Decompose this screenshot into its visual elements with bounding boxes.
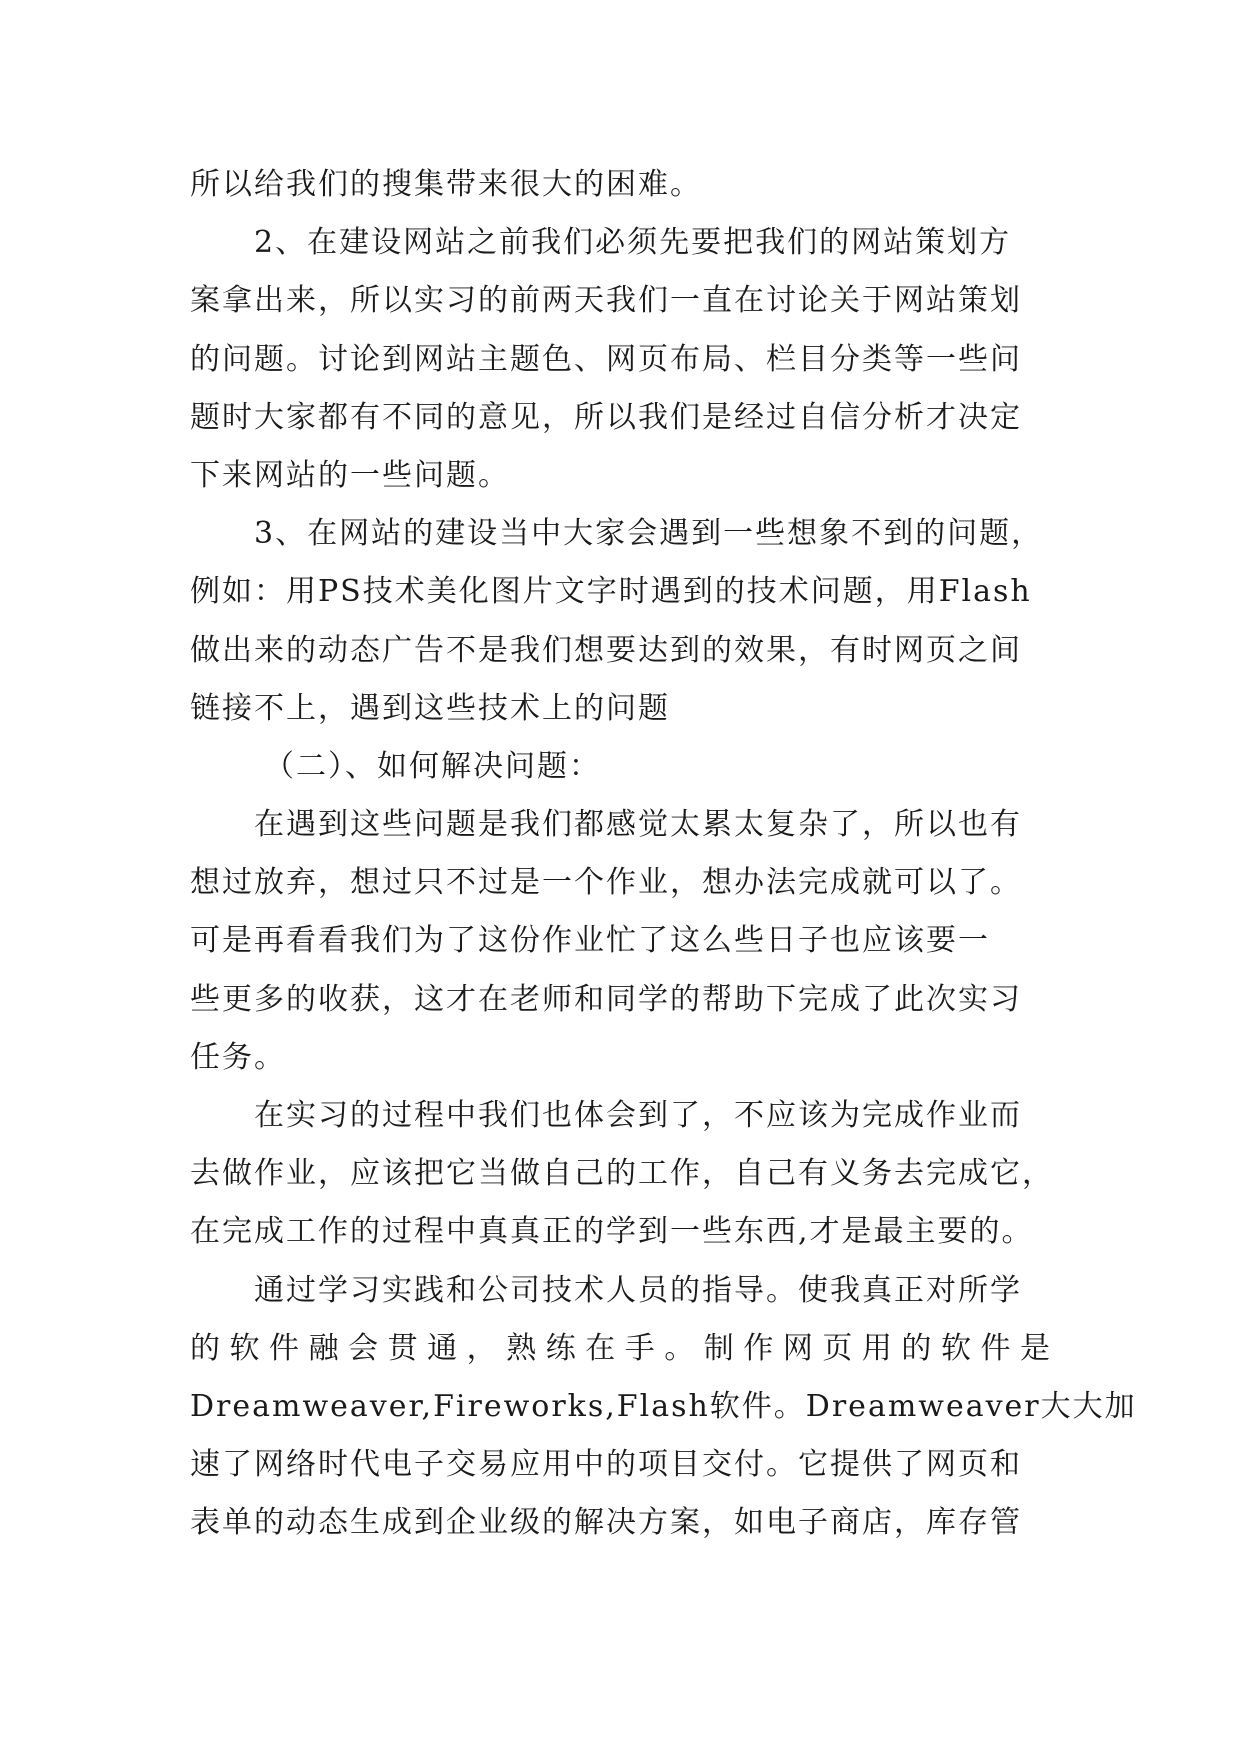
text-line: 在实习的过程中我们也体会到了，不应该为完成作业而 [254,1098,1022,1133]
text-line: 下来网站的一些问题。 [190,457,510,493]
text-line: 所以给我们的搜集带来很大的困难。 [190,167,702,202]
text-line: 案拿出来，所以实习的前两天我们一直在讨论关于网站策划 [190,283,1022,319]
text-line: 想过放弃，想过只不过是一个作业，想办法完成就可以了。 [190,865,1022,901]
text-line: 例如：用PS技术美化图片文字时遇到的技术问题，用Flash [190,574,1032,610]
text-line: 在遇到这些问题是我们都感觉太累太复杂了，所以也有 [254,807,1022,843]
text-line: 的问题。讨论到网站主题色、网页布局、栏目分类等一些问 [190,341,1022,377]
text-line: 速了网络时代电子交易应用中的项目交付。它提供了网页和 [190,1447,1022,1483]
text-line: 2、在建设网站之前我们必须先要把我们的网站策划方 [254,225,1012,261]
text-line: 通过学习实践和公司技术人员的指导。使我真正对所学 [254,1272,1022,1308]
text-line: 做出来的动态广告不是我们想要达到的效果，有时网页之间 [190,632,1022,668]
text-line: 任务。 [190,1039,286,1075]
document-body [190,156,1137,1553]
text-line: 在完成工作的过程中真真正的学到一些东西,才是最主要的。 [190,1214,1034,1250]
text-line: Dreamweaver,Fireworks,Flash软件。Dreamweaver大大加 [190,1388,1137,1424]
text-line: 可是再看看我们为了这份作业忙了这么些日子也应该要一 [190,923,990,959]
text-line: 链接不上，遇到这些技术上的问题 [190,690,670,726]
text-line: 的软件融会贯通，熟练在手。制作网页用的软件是 [190,1330,1052,1366]
text-line: 3、在网站的建设当中大家会遇到一些想象不到的问题， [254,516,1044,552]
text-line: 题时大家都有不同的意见，所以我们是经过自信分析才决定 [190,399,1022,435]
text-line: 表单的动态生成到企业级的解决方案，如电子商店，库存管 [190,1505,1022,1541]
section-heading: （二）、如何解决问题： [264,748,601,784]
text-line: 去做作业，应该把它当做自己的工作，自己有义务去完成它， [190,1156,1054,1192]
text-line: 些更多的收获，这才在老师和同学的帮助下完成了此次实习 [190,981,1022,1017]
